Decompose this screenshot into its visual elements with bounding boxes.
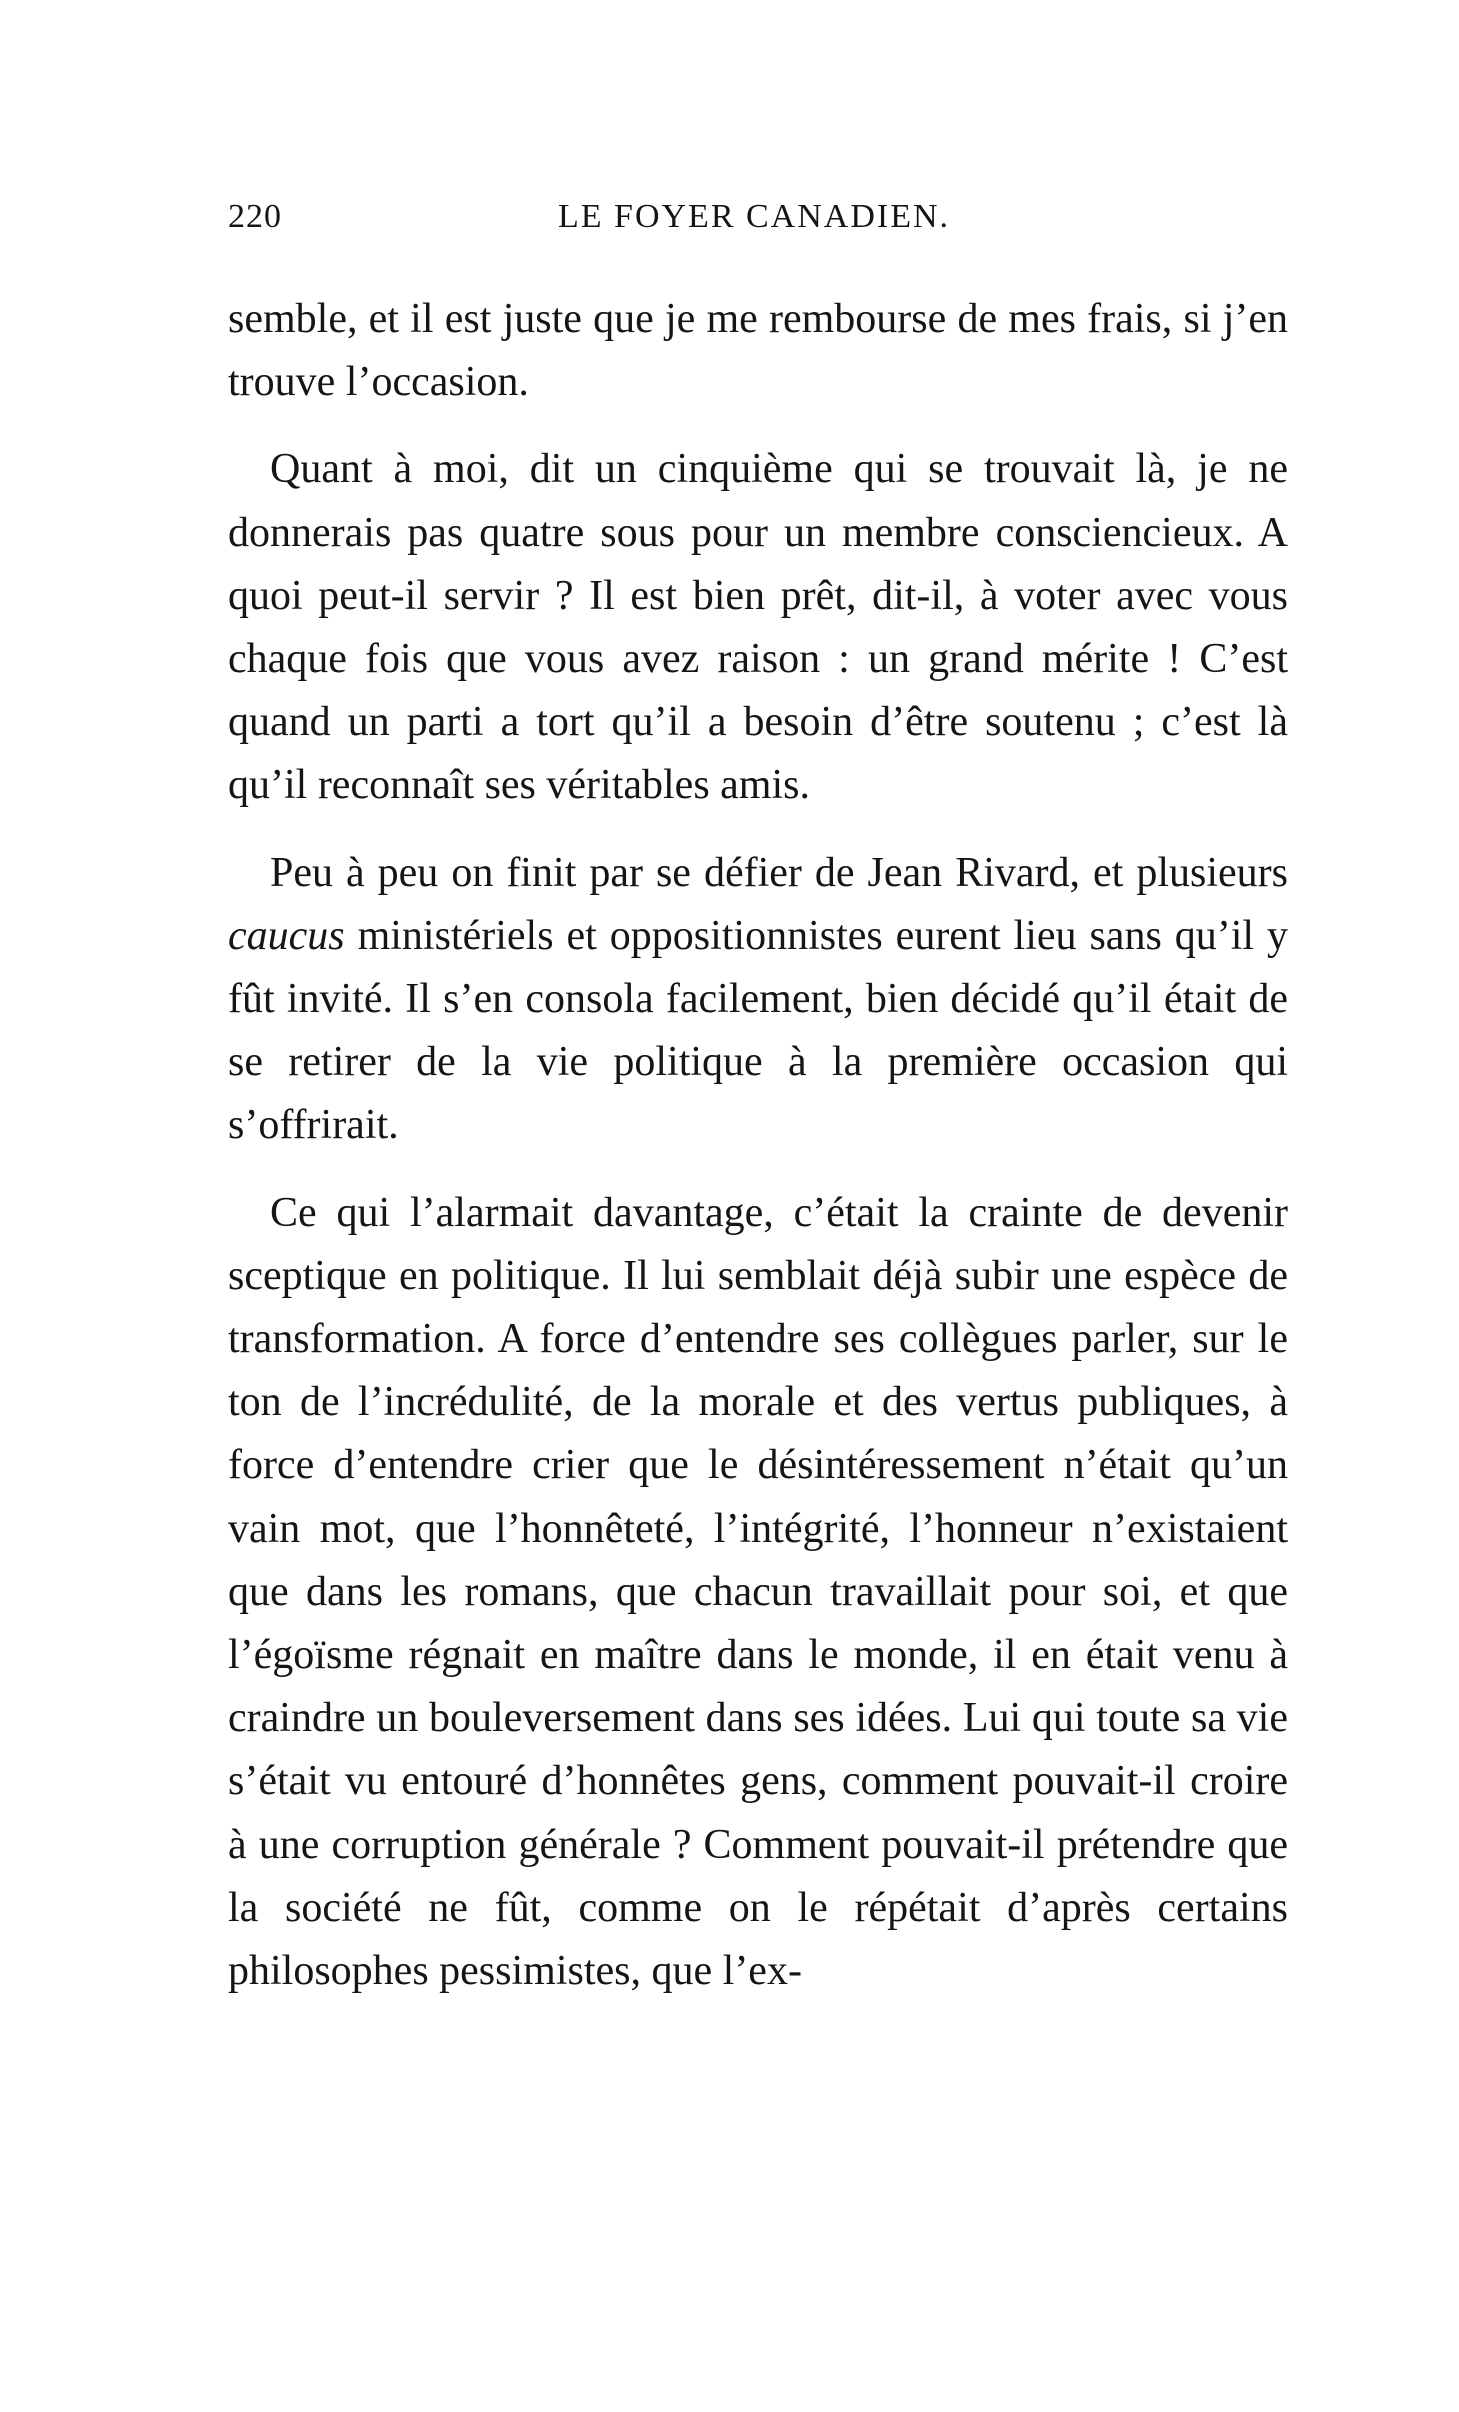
paragraph-skepticism: Ce qui l’alarmait davantage, c’était la crainte de devenir sceptique en politique. Il lui semblait déjà subir une espèce de transformation. A force d’entendre ses collègues parler, sur le ton de l’incrédulité, de la morale et des vertus publiques, à force d’entendre crier que le désintéressement n’était qu’un vain mot, que l’honnêteté, l’intégrité, l’honneur n’existaient que dans les romans, que chacun travaillait pour soi, et que l’égoïsme régnait en maître dans le monde, il en était venu à craindre un bouleversement dans ses idées. Lui qui toute sa vie s’était vu entouré d’honnêtes gens, comment pouvait-il croire à une corruption générale ? Comment pouvait-il prétendre que la société ne fût, comme on le répétait d’après certains philosophes pessimistes, que l’ex- (228, 1189, 1288, 1995)
page-header (228, 198, 1288, 248)
body-text (228, 288, 1288, 2027)
paragraph-fifth-speaker: Quant à moi, dit un cinquième qui se trouvait là, je ne donnerais pas quatre sous pour un membre consciencieux. A quoi peut-il servir ? Il est bien prêt, dit-il, à voter avec vous chaque fois que vous avez raison : un grand mérite ! C’est quand un parti a tort qu’il a besoin d’être soutenu ; c’est là qu’il reconnaît ses véritables amis. (228, 446, 1288, 809)
italic-word-caucus: caucus (228, 912, 345, 959)
paragraph-jean-rivard-distrust (228, 842, 1288, 1158)
paragraph-text-after-emphasis: ministériels et oppositionnistes eurent lieu sans qu’il y fût invité. Il s’en consola facilement, bien décidé qu’il était de se retirer de la vie politique à la première occasion qui s’offrirait. (228, 912, 1288, 1149)
paragraph-text-before-emphasis: Peu à peu on finit par se défier de Jean Rivard, et plusieurs (270, 849, 1288, 896)
running-title: LE FOYER CANADIEN. (558, 198, 951, 235)
page-number: 220 (228, 198, 282, 235)
paragraph-continuation: semble, et il est juste que je me rembourse de mes frais, si j’en trouve l’occasion. (228, 296, 1288, 406)
